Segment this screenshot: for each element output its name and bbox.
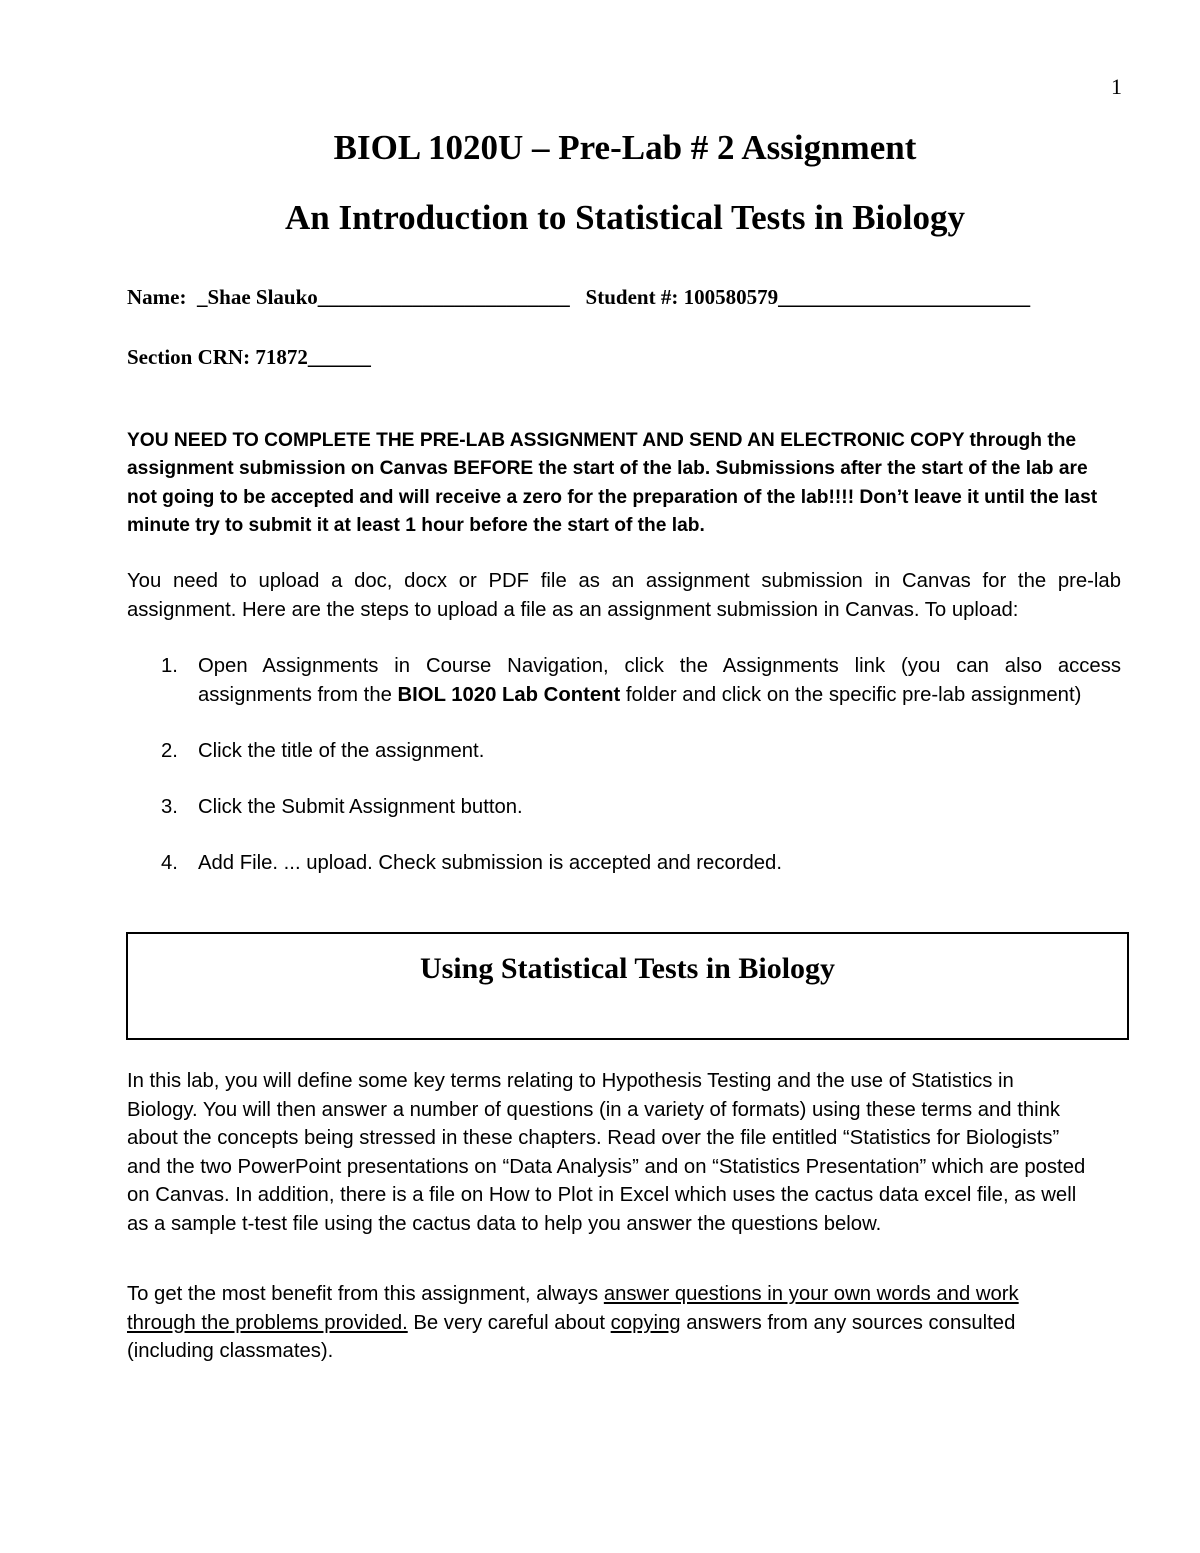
paragraph-text: Be very careful about (407, 1311, 611, 1334)
student-number-label: Student #: (569, 285, 684, 309)
academic-integrity-paragraph (127, 1280, 1087, 1366)
section-heading-box (126, 932, 1129, 1040)
section-heading: Using Statistical Tests in Biology (419, 952, 836, 985)
step-number: 1. (161, 655, 178, 677)
step-text: Click the Submit Assignment button. (198, 796, 523, 818)
upload-steps-list (127, 652, 1121, 905)
step-text: Add File. ... upload. Check submission is accepted and recorded. (198, 852, 782, 874)
paragraph-text: answers from any sources consulted (including classmates). (127, 1311, 1016, 1363)
step-number: 2. (161, 740, 178, 762)
step-text-segment: assignments from the (198, 684, 398, 706)
name-student-row (127, 285, 1030, 310)
list-item (127, 849, 1121, 878)
name-label: Name: (127, 285, 197, 309)
paragraph-text: To get the most benefit from this assignment, always (127, 1283, 604, 1305)
section-crn-label: Section CRN: (127, 345, 256, 369)
upload-instructions-line-1: You need to upload a doc, docx or PDF file as an assignment submission in Canvas for the pre-lab (127, 570, 1121, 592)
step-text-segment: folder and click on the specific pre-lab assignment) (620, 684, 1082, 706)
list-item (127, 793, 1121, 822)
upload-instructions-line-2: assignment. Here are the steps to upload a file as an assignment submission in Canvas. To upload: (127, 599, 1019, 621)
upload-instructions (127, 567, 1121, 625)
emphasis-underlined: answer questions in your own words and work through the problems provided. (127, 1283, 1019, 1334)
step-text: Click the title of the assignment. (198, 740, 485, 762)
list-item (127, 737, 1121, 766)
step-number: 3. (161, 796, 178, 818)
page-number: 1 (1111, 74, 1122, 99)
document-title: BIOL 1020U – Pre-Lab # 2 Assignment (333, 128, 917, 167)
student-number-value: 100580579________________________ (683, 285, 1031, 309)
step-text: Open Assignments in Course Navigation, click the Assignments link (you can also access (198, 655, 1121, 677)
name-value: _Shae Slauko________________________ (196, 285, 570, 309)
lab-description-paragraph: In this lab, you will define some key terms relating to Hypothesis Testing and the use of Statistics in Biology. You will then answer a number of questions (in a variety of formats) using these terms and think about the concepts being stressed in these chapters. Read over the file entitled “Statistics for Biologists” and the two PowerPoint presentations on “Data Analysis” and on “Statistics Presentation” which are posted on Canvas. In addition, there is a file on How to Plot in Excel which uses the cactus data excel file, as well as a sample t-test file using the cactus data to help you answer the questions below. (127, 1070, 1086, 1235)
step-number: 4. (161, 852, 178, 874)
section-crn-value: 71872______ (255, 345, 371, 369)
submission-notice: YOU NEED TO COMPLETE THE PRE-LAB ASSIGNMENT AND SEND AN ELECTRONIC COPY through the assignment submission on Canvas BEFORE the start of the lab. Submissions after the start of the lab are not going to be accepted and will receive a zero for the preparation of the lab!!!! Don’t leave it until the last minute try to submit it at least 1 hour before the start of the lab. (127, 430, 1098, 537)
step-text-continued (198, 684, 1081, 706)
section-crn-row (127, 345, 371, 370)
document-subtitle: An Introduction to Statistical Tests in Biology (284, 198, 966, 237)
emphasis-underlined: copying (610, 1311, 681, 1334)
lab-content-folder-name: BIOL 1020 Lab Content (397, 684, 621, 706)
list-item (127, 652, 1121, 710)
